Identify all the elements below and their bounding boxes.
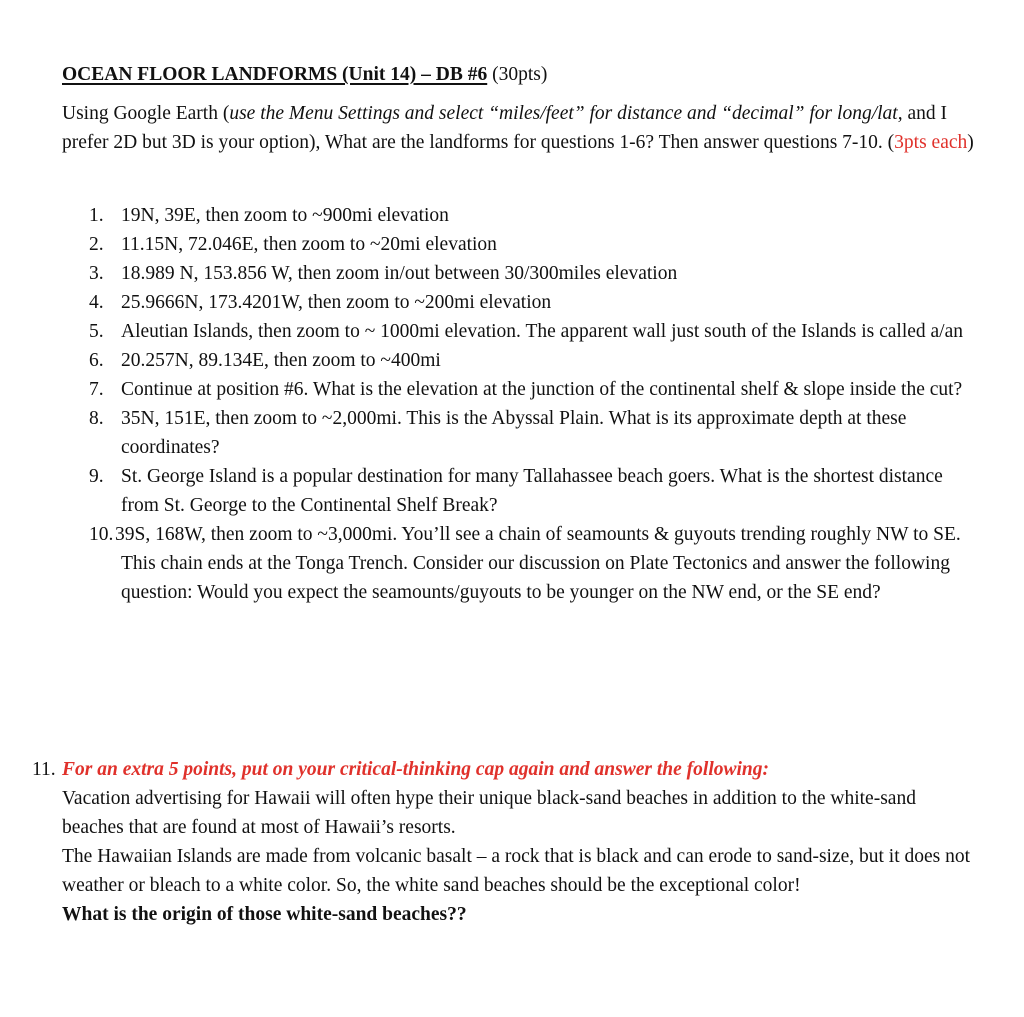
question-text: 35N, 151E, then zoom to ~2,000mi. This is the Abyssal Plain. What is its approximate depth at these coordinates? [121, 408, 907, 458]
question-number: 3. [89, 263, 104, 284]
question-number: 9. [89, 466, 104, 487]
question-number: 10. [89, 524, 114, 545]
question-number: 2. [89, 234, 104, 255]
intro-paragraph [62, 99, 982, 157]
question-item [0, 404, 981, 462]
title-points: (30pts) [492, 64, 548, 85]
question-item [0, 288, 981, 317]
extra-credit-body [32, 755, 972, 929]
question-text: 11.15N, 72.046E, then zoom to ~20mi elevation [121, 234, 497, 255]
extra-credit-number: 11. [32, 759, 56, 780]
extra-credit-lead: For an extra 5 points, put on your critical-thinking cap again and answer the following: [62, 759, 769, 780]
question-item [0, 375, 981, 404]
question-text: 39S, 168W, then zoom to ~3,000mi. You’ll see a chain of seamounts & guyouts trending roughly NW to SE. This chain ends at the Tonga Trench. Consider our discussion on Plate Tectonics and answer the following question: Would you expect the seamounts/guyouts to be younger on the NW end, or the SE end? [115, 524, 961, 603]
page-title [62, 60, 547, 89]
extra-credit-paragraph-1: Vacation advertising for Hawaii will often hype their unique black-sand beaches in addition to the white-sand beaches that are found at most of Hawaii’s resorts. [62, 788, 916, 838]
intro-points-each: 3pts each [894, 132, 968, 153]
question-item [0, 259, 981, 288]
question-list [0, 201, 1000, 607]
intro-part1: Using Google Earth ( [62, 103, 230, 124]
intro-part3: ) [967, 132, 974, 153]
question-item [0, 520, 981, 607]
question-item [0, 346, 981, 375]
question-number: 7. [89, 379, 104, 400]
question-text: 20.257N, 89.134E, then zoom to ~400mi [121, 350, 441, 371]
question-text: 18.989 N, 153.856 W, then zoom in/out between 30/300miles elevation [121, 263, 678, 284]
intro-italic-settings: use the Menu Settings and select “miles/feet” for distance and “decimal” for long/lat, [229, 103, 903, 124]
question-number: 5. [89, 321, 104, 342]
question-item [0, 462, 981, 520]
question-text: Aleutian Islands, then zoom to ~ 1000mi elevation. The apparent wall just south of the Islands is called a/an [121, 321, 963, 342]
question-item [0, 317, 981, 346]
question-number: 8. [89, 408, 104, 429]
title-main: OCEAN FLOOR LANDFORMS (Unit 14) – DB #6 [62, 64, 488, 85]
question-text: St. George Island is a popular destination for many Tallahassee beach goers. What is the shortest distance from St. George to the Continental Shelf Break? [121, 466, 943, 516]
intro-part2: and I prefer 2D but 3D is your option), What are the landforms for questions 1-6? Then answer questions 7-10. ( [62, 103, 947, 153]
question-number: 4. [89, 292, 104, 313]
extra-credit-paragraph-2: The Hawaiian Islands are made from volcanic basalt – a rock that is black and can erode to sand-size, but it does not weather or bleach to a white color. So, the white sand beaches should be the exceptional color! [62, 846, 971, 896]
question-number: 1. [89, 205, 104, 226]
question-number: 6. [89, 350, 104, 371]
question-text: 25.9666N, 173.4201W, then zoom to ~200mi elevation [121, 292, 552, 313]
extra-credit-section [32, 755, 972, 929]
question-text: 19N, 39E, then zoom to ~900mi elevation [121, 205, 449, 226]
question-item [0, 201, 981, 230]
question-item [0, 230, 981, 259]
question-text: Continue at position #6. What is the elevation at the junction of the continental shelf & slope inside the cut? [121, 379, 963, 400]
extra-credit-question: What is the origin of those white-sand beaches?? [62, 904, 467, 925]
